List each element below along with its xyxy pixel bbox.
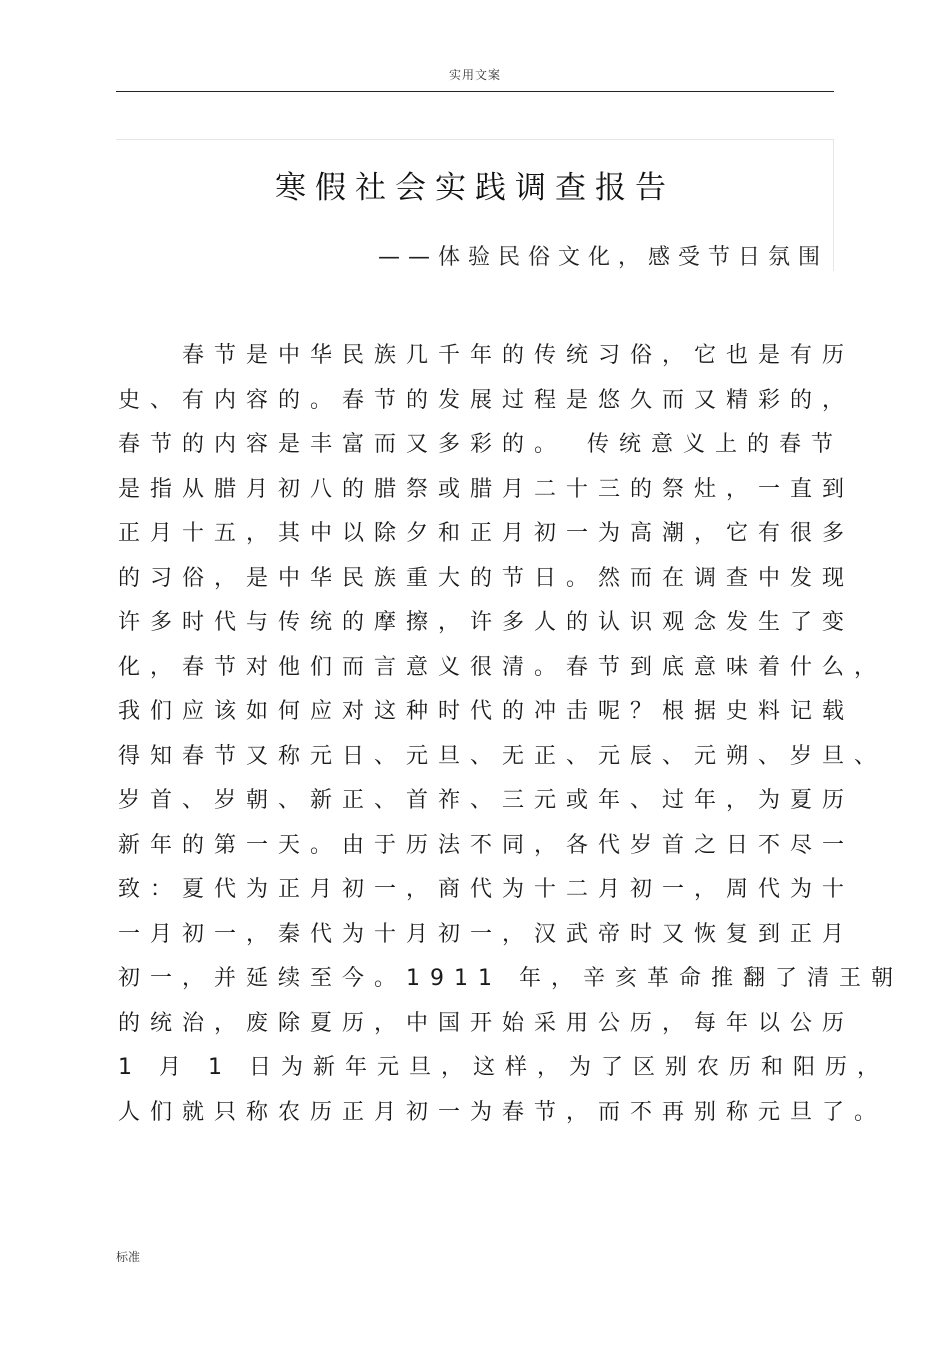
body-line: 春节的内容是丰富而又多彩的。 传统意义上的春节 bbox=[118, 432, 844, 457]
document-subtitle: ——体验民俗文化，感受节日氛围 bbox=[377, 245, 828, 270]
body-line: 新年的第一天。由于历法不同，各代岁首之日不尽一 bbox=[118, 832, 855, 858]
body-line: 正月十五，其中以除夕和正月初一为高潮，它有很多 bbox=[118, 521, 855, 546]
body-line: 岁首、岁朝、新正、首祚、三元或年、过年，为夏历 bbox=[118, 788, 855, 813]
document-title: 寒假社会实践调查报告 bbox=[275, 170, 675, 206]
body-line: 是指从腊月初八的腊祭或腊月二十三的祭灶，一直到 bbox=[118, 476, 855, 502]
body-paragraph bbox=[118, 334, 903, 1135]
body-line: 春节是中华民族几千年的传统习俗，它也是有历 bbox=[118, 343, 855, 368]
body-line: 我们应该如何应对这种时代的冲击呢？根据史料记载 bbox=[118, 699, 855, 724]
body-line: 的统治，废除夏历，中国开始采用公历，每年以公历 bbox=[118, 1010, 855, 1036]
body-line: 的习俗，是中华民族重大的节日。然而在调查中发现 bbox=[118, 565, 855, 591]
body-line: 得知春节又称元日、元旦、无正、元辰、元朔、岁旦、 bbox=[118, 743, 887, 769]
body-line: 人们就只称农历正月初一为春节，而不再别称元旦了。 bbox=[118, 1099, 887, 1125]
body-line: 史、有内容的。春节的发展过程是悠久而又精彩的， bbox=[118, 387, 855, 413]
page-header: 实用文案 bbox=[448, 68, 501, 82]
body-line: 初一，并延续至今。1911 年，辛亥革命推翻了清王朝 bbox=[118, 966, 903, 991]
title-frame-top-border bbox=[116, 139, 834, 140]
body-line: 化，春节对他们而言意义很清。春节到底意味着什么， bbox=[118, 654, 887, 680]
body-line: 一月初一，秦代为十月初一，汉武帝时又恢复到正月 bbox=[118, 921, 855, 947]
body-line: 1 月 1 日为新年元旦，这样，为了区别农历和阳历， bbox=[118, 1055, 889, 1080]
header-divider bbox=[116, 91, 834, 92]
body-line: 许多时代与传统的摩擦，许多人的认识观念发生了变 bbox=[118, 610, 855, 635]
page-footer: 标准 bbox=[116, 1250, 141, 1264]
body-line: 致：夏代为正月初一，商代为十二月初一，周代为十 bbox=[118, 877, 855, 902]
